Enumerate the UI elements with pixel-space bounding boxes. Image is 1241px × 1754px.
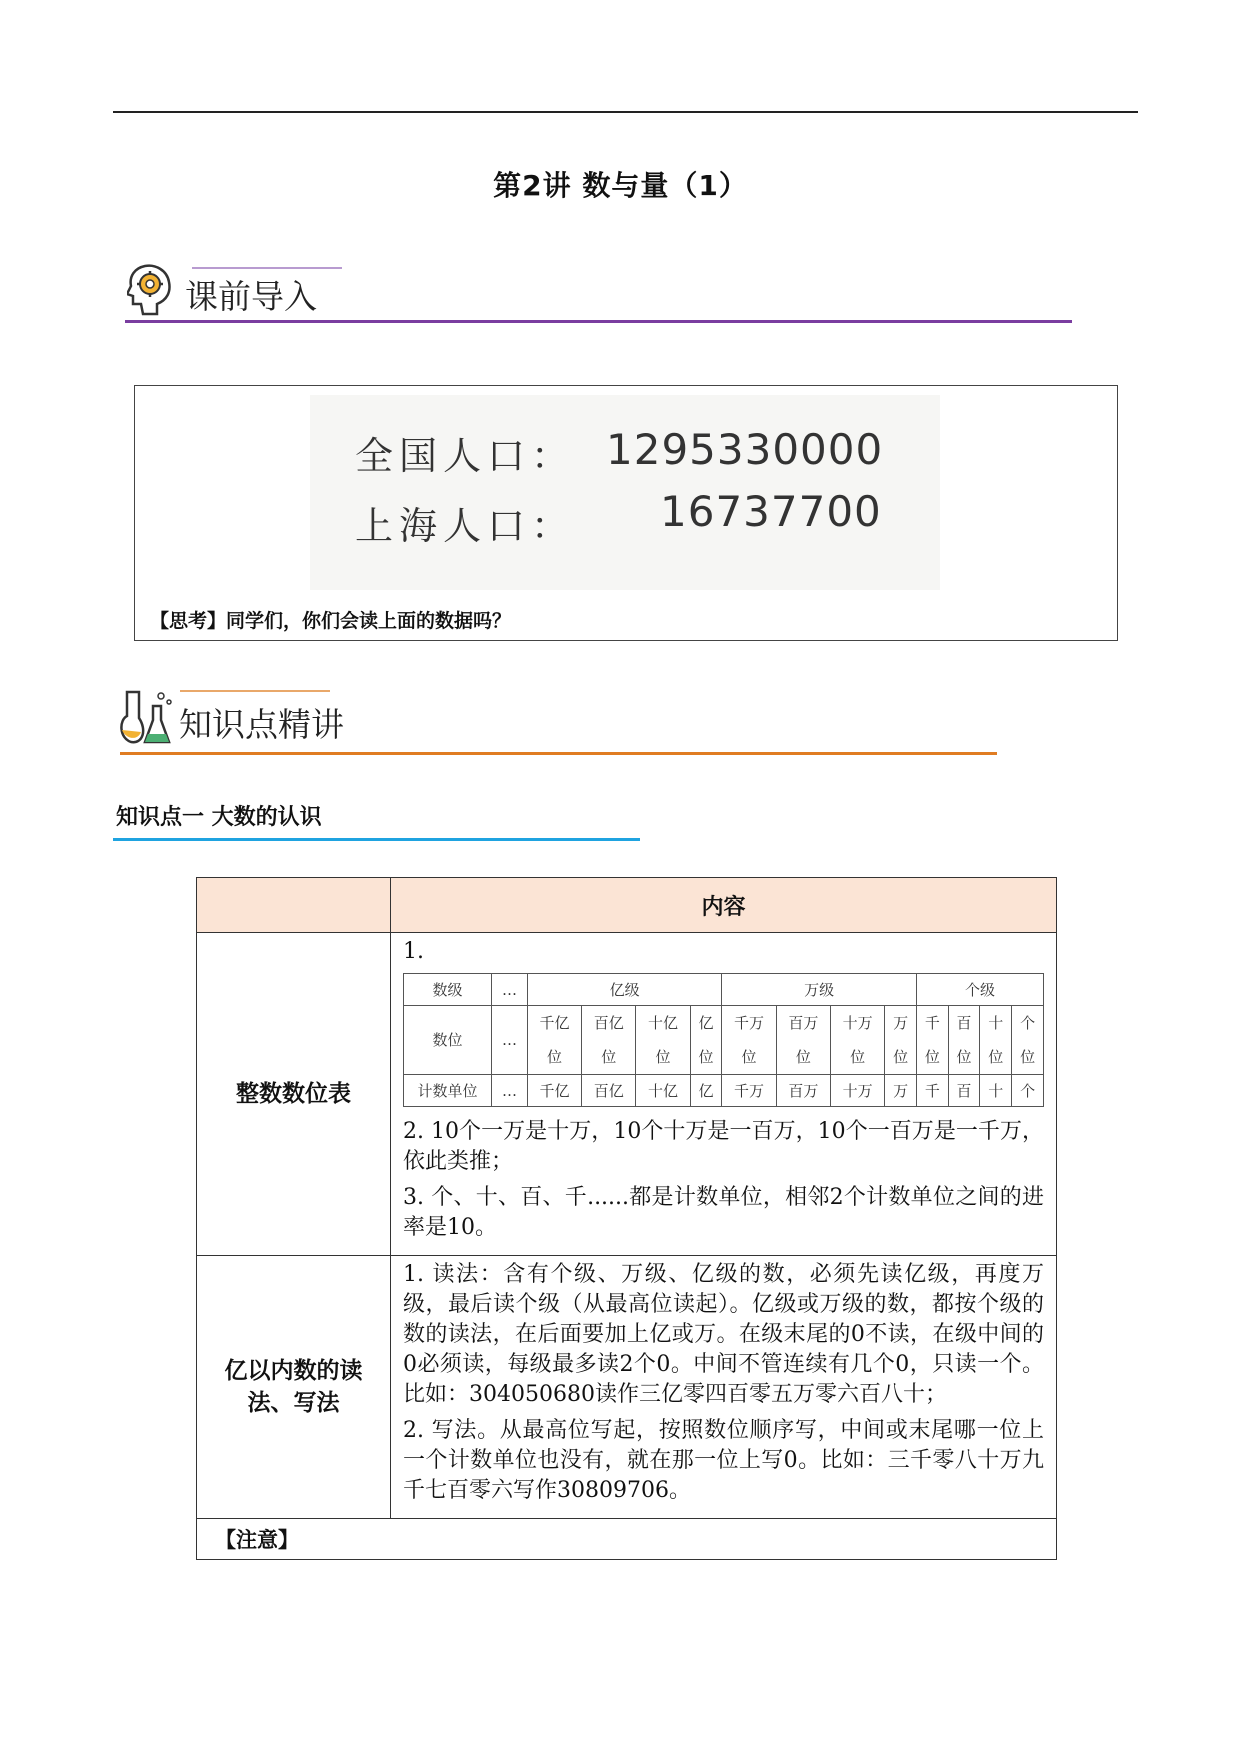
flask-icon — [117, 686, 175, 746]
place-row-label: 数级 — [404, 974, 492, 1006]
population-row — [355, 425, 575, 480]
table-row — [197, 933, 1057, 1256]
population-image — [310, 395, 940, 590]
place-value-table — [403, 973, 1044, 1107]
section-title: 知识点精讲 — [179, 705, 344, 744]
place-row-units — [404, 1075, 1044, 1107]
section-heading-intro — [127, 262, 317, 318]
brain-gear-icon — [127, 262, 175, 318]
place-position: 百亿 位 — [582, 1006, 636, 1075]
row-content — [391, 933, 1057, 1256]
place-ellipsis: … — [492, 1075, 528, 1107]
place-unit: 十亿 — [636, 1075, 690, 1107]
row-content — [391, 1256, 1057, 1519]
place-row-groups — [404, 974, 1044, 1006]
place-unit: 千亿 — [527, 1075, 581, 1107]
place-unit: 百万 — [776, 1075, 830, 1107]
table-header-empty — [197, 878, 391, 933]
place-row-label: 数位 — [404, 1006, 492, 1075]
place-group: 万级 — [722, 974, 917, 1006]
population-label: 全国人口： — [355, 434, 576, 478]
content-paragraph: 2. 写法。从最高位写起，按照数位顺序写，中间或末尾哪一位上一个计数单位也没有，就在那一位上写0。比如：三千零八十万九千七百零六写作30809706。 — [403, 1418, 1044, 1503]
population-value: 1295330000 — [606, 425, 884, 474]
table-row-note — [197, 1519, 1057, 1560]
knowledge-point-rule — [113, 838, 640, 841]
knowledge-point-title: 知识点一 大数的认识 — [116, 805, 322, 830]
place-unit: 个 — [1012, 1075, 1044, 1107]
place-position: 十亿 位 — [636, 1006, 690, 1075]
population-label: 上海人口： — [355, 504, 576, 548]
place-unit: 百亿 — [582, 1075, 636, 1107]
note-label: 【注意】 — [197, 1519, 1057, 1560]
place-position: 千万 位 — [722, 1006, 776, 1075]
content-paragraph: 1. 读法：含有个级、万级、亿级的数，必须先读亿级，再度万级，最后读个级（从最高位读起）。亿级或万级的数，都按个级的数的读法，在后面要加上亿或万。在级末尾的0不读，在级中间的0必须读，每级最多读2个0。中间不管连续有几个0，只读一个。比如：304050680读作三亿零四百零五万零六百八十； — [403, 1262, 1044, 1407]
place-unit: 十万 — [830, 1075, 884, 1107]
place-position: 百 位 — [948, 1006, 980, 1075]
place-ellipsis: … — [492, 974, 528, 1006]
place-position: 万 位 — [885, 1006, 917, 1075]
row-label: 亿以内数的读法、写法 — [197, 1256, 391, 1519]
place-ellipsis: … — [492, 1006, 528, 1075]
place-unit: 万 — [885, 1075, 917, 1107]
place-position: 十 位 — [980, 1006, 1012, 1075]
place-unit: 十 — [980, 1075, 1012, 1107]
place-position: 十万 位 — [830, 1006, 884, 1075]
table-header-row — [197, 878, 1057, 933]
section-rule — [120, 752, 997, 755]
item-number: 1. — [403, 939, 424, 964]
header-rule — [113, 111, 1138, 113]
population-value: 16737700 — [660, 487, 882, 536]
population-row — [355, 495, 575, 550]
place-group: 个级 — [916, 974, 1043, 1006]
section-title: 课前导入 — [185, 277, 317, 316]
place-position: 百万 位 — [776, 1006, 830, 1075]
place-position: 千亿 位 — [527, 1006, 581, 1075]
place-unit: 百 — [948, 1075, 980, 1107]
place-unit: 亿 — [690, 1075, 722, 1107]
think-question: 【思考】同学们，你们会读上面的数据吗？ — [150, 610, 512, 632]
section-rule — [125, 320, 1072, 323]
place-unit: 千万 — [722, 1075, 776, 1107]
place-row-positions — [404, 1006, 1044, 1075]
content-paragraph: 3. 个、十、百、千......都是计数单位，相邻2个计数单位之间的进率是10。 — [403, 1185, 1044, 1240]
row-label: 整数数位表 — [197, 933, 391, 1256]
place-unit: 千 — [916, 1075, 948, 1107]
place-group: 亿级 — [527, 974, 722, 1006]
place-position: 亿 位 — [690, 1006, 722, 1075]
place-position: 个 位 — [1012, 1006, 1044, 1075]
content-paragraph: 2. 10个一万是十万，10个十万是一百万，10个一百万是一千万，依此类推； — [403, 1119, 1044, 1174]
place-position: 千 位 — [916, 1006, 948, 1075]
knowledge-table — [196, 877, 1057, 1560]
table-row — [197, 1256, 1057, 1519]
section-heading-knowledge — [117, 686, 344, 746]
page-title: 第2讲 数与量（1） — [493, 169, 748, 202]
place-row-label: 计数单位 — [404, 1075, 492, 1107]
table-header-content: 内容 — [391, 878, 1057, 933]
